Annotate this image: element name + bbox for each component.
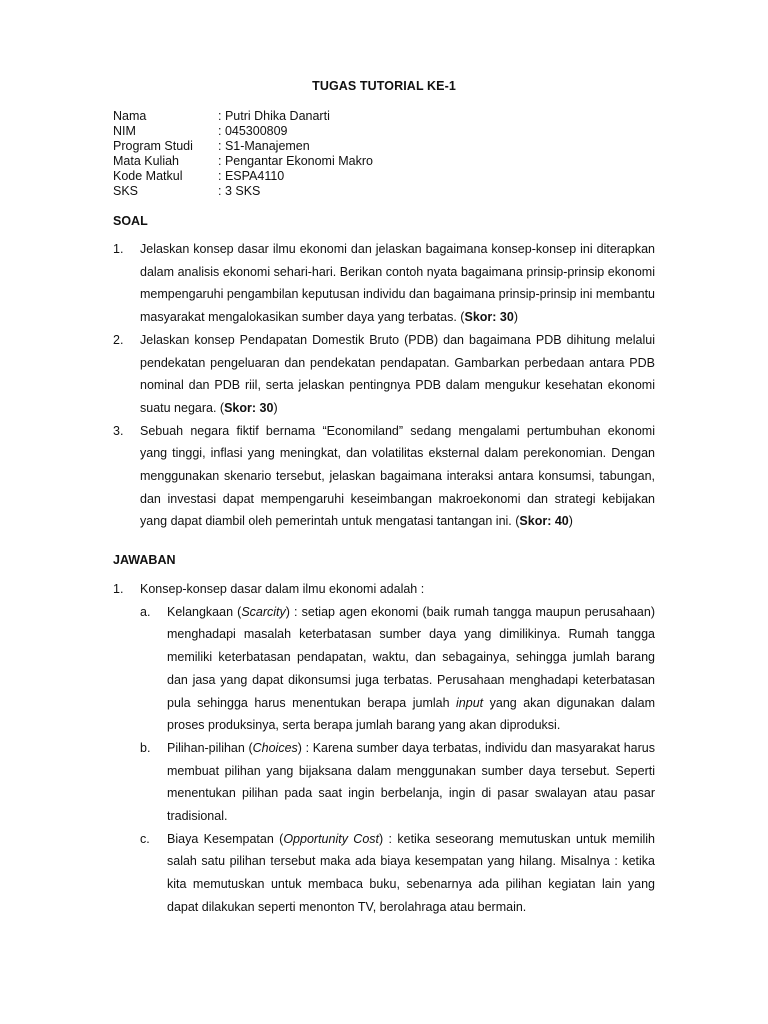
list-item	[113, 238, 655, 329]
list-item	[113, 578, 655, 601]
list-item	[113, 601, 655, 919]
score-label: Skor: 30	[224, 400, 274, 415]
sublist-item	[140, 737, 655, 828]
item-number: 3.	[113, 423, 124, 438]
list-item	[113, 329, 655, 420]
info-row-sks	[113, 184, 373, 199]
answer-sublist	[140, 601, 655, 919]
question-text: Jelaskan konsep Pendapatan Domestik Bruto (PDB) dan bagaimana PDB dihitung melalui pendekatan pengeluaran dan pendekatan pendapatan. Gambarkan perbedaan antara PDB nominal dan PDB riil, serta jelaskan pentingnya PDB dalam mengukur kesehatan ekonomi suatu negara. (Skor: 30)	[140, 332, 655, 415]
jawaban-heading: JAWABAN	[113, 553, 176, 567]
list-item	[113, 420, 655, 534]
info-value: : S1-Manajemen	[218, 139, 310, 153]
jawaban-list	[113, 578, 655, 919]
item-number: 2.	[113, 332, 124, 347]
score-label: Skor: 40	[519, 514, 569, 529]
answer-text: Pilihan-pilihan (Choices) : Karena sumber daya terbatas, individu dan masyarakat harus membuat pilihan yang bijaksana dalam menggunakan sumber daya tersebut. Seperti menentukan pilihan pada saat ingin berbelanja, ingin di pasar swalayan atau pasar tradisional.	[167, 740, 655, 824]
item-letter: b.	[140, 740, 151, 755]
score-label: Skor: 30	[464, 310, 514, 325]
term: input	[456, 695, 484, 710]
info-value: : Pengantar Ekonomi Makro	[218, 154, 373, 168]
info-row-mata-kuliah	[113, 154, 373, 169]
info-label: Program Studi	[113, 139, 193, 153]
info-value: : ESPA4110	[218, 169, 285, 183]
question-text: Sebuah negara fiktif bernama “Economiland” sedang mengalami pertumbuhan ekonomi yang tinggi, inflasi yang meningkat, dan volatilitas eksternal dalam perekonomian. Dengan menggunakan skenario tersebut, jelaskan bagaimana interaksi antara konsumsi, tabungan, dan investasi dapat mempengaruhi keseimbangan makroekonomi dan strategi kebijakan yang dapat diambil oleh pemerintah untuk mengatasi tantangan ini. (Skor: 40)	[140, 423, 655, 529]
sublist-item	[140, 828, 655, 919]
term: Choices	[252, 740, 298, 755]
info-label: Kode Matkul	[113, 169, 183, 183]
document-title: TUGAS TUTORIAL KE-1	[312, 79, 456, 93]
question-text: Jelaskan konsep dasar ilmu ekonomi dan jelaskan bagaimana konsep-konsep ini diterapkan dalam analisis ekonomi sehari-hari. Berikan contoh nyata bagaimana prinsip-prinsip ekonomi mempengaruhi pengambilan keputusan individu dan bagaimana prinsip-prinsip ini membantu masyarakat mengalokasikan sumber daya yang terbatas. (Skor: 30)	[140, 242, 655, 325]
student-info	[113, 109, 373, 199]
info-row-program-studi	[113, 139, 373, 154]
item-number: 1.	[113, 582, 124, 596]
answer-intro: Konsep-konsep dasar dalam ilmu ekonomi adalah :	[140, 582, 425, 596]
soal-heading: SOAL	[113, 214, 148, 228]
term: Scarcity	[241, 604, 286, 619]
term: Opportunity Cost	[283, 831, 380, 846]
info-row-kode-matkul	[113, 169, 373, 184]
info-row-nim	[113, 124, 373, 139]
soal-list	[113, 238, 655, 533]
answer-text: Kelangkaan (Scarcity) : setiap agen ekonomi (baik rumah tangga maupun perusahaan) menghadapi masalah keterbatasan sumber daya yang dimilikinya. Rumah tangga memiliki keterbatasan pendapatan, waktu, dan sebagainya, sehingga jumlah barang dan jasa yang dapat dikonsumsi juga terbatas. Perusahaan menghadapi keterbatasan pula sehingga harus menentukan berapa jumlah input yang akan digunakan dalam proses produksinya, serta berapa jumlah barang yang akan diproduksi.	[167, 604, 655, 733]
sublist-item	[140, 601, 655, 737]
item-number: 1.	[113, 242, 124, 256]
answer-text: Biaya Kesempatan (Opportunity Cost) : ketika seseorang memutuskan untuk memilih salah satu pilihan tersebut maka ada biaya kesempatan yang hilang. Misalnya : ketika kita memutuskan untuk membaca buku, sebenarnya ada pilihan kegiatan lain yang dapat dilakukan seperti menonton TV, berolahraga atau bermain.	[167, 831, 656, 914]
item-letter: c.	[140, 831, 150, 846]
info-value: : 045300809	[218, 124, 288, 138]
info-label: Mata Kuliah	[113, 154, 180, 168]
info-label: SKS	[113, 184, 139, 198]
info-label: NIM	[113, 124, 136, 138]
info-value: : 3 SKS	[218, 184, 261, 198]
item-letter: a.	[140, 604, 151, 619]
info-row-nama	[113, 109, 373, 124]
info-label: Nama	[113, 109, 147, 123]
info-value: : Putri Dhika Danarti	[218, 109, 330, 123]
